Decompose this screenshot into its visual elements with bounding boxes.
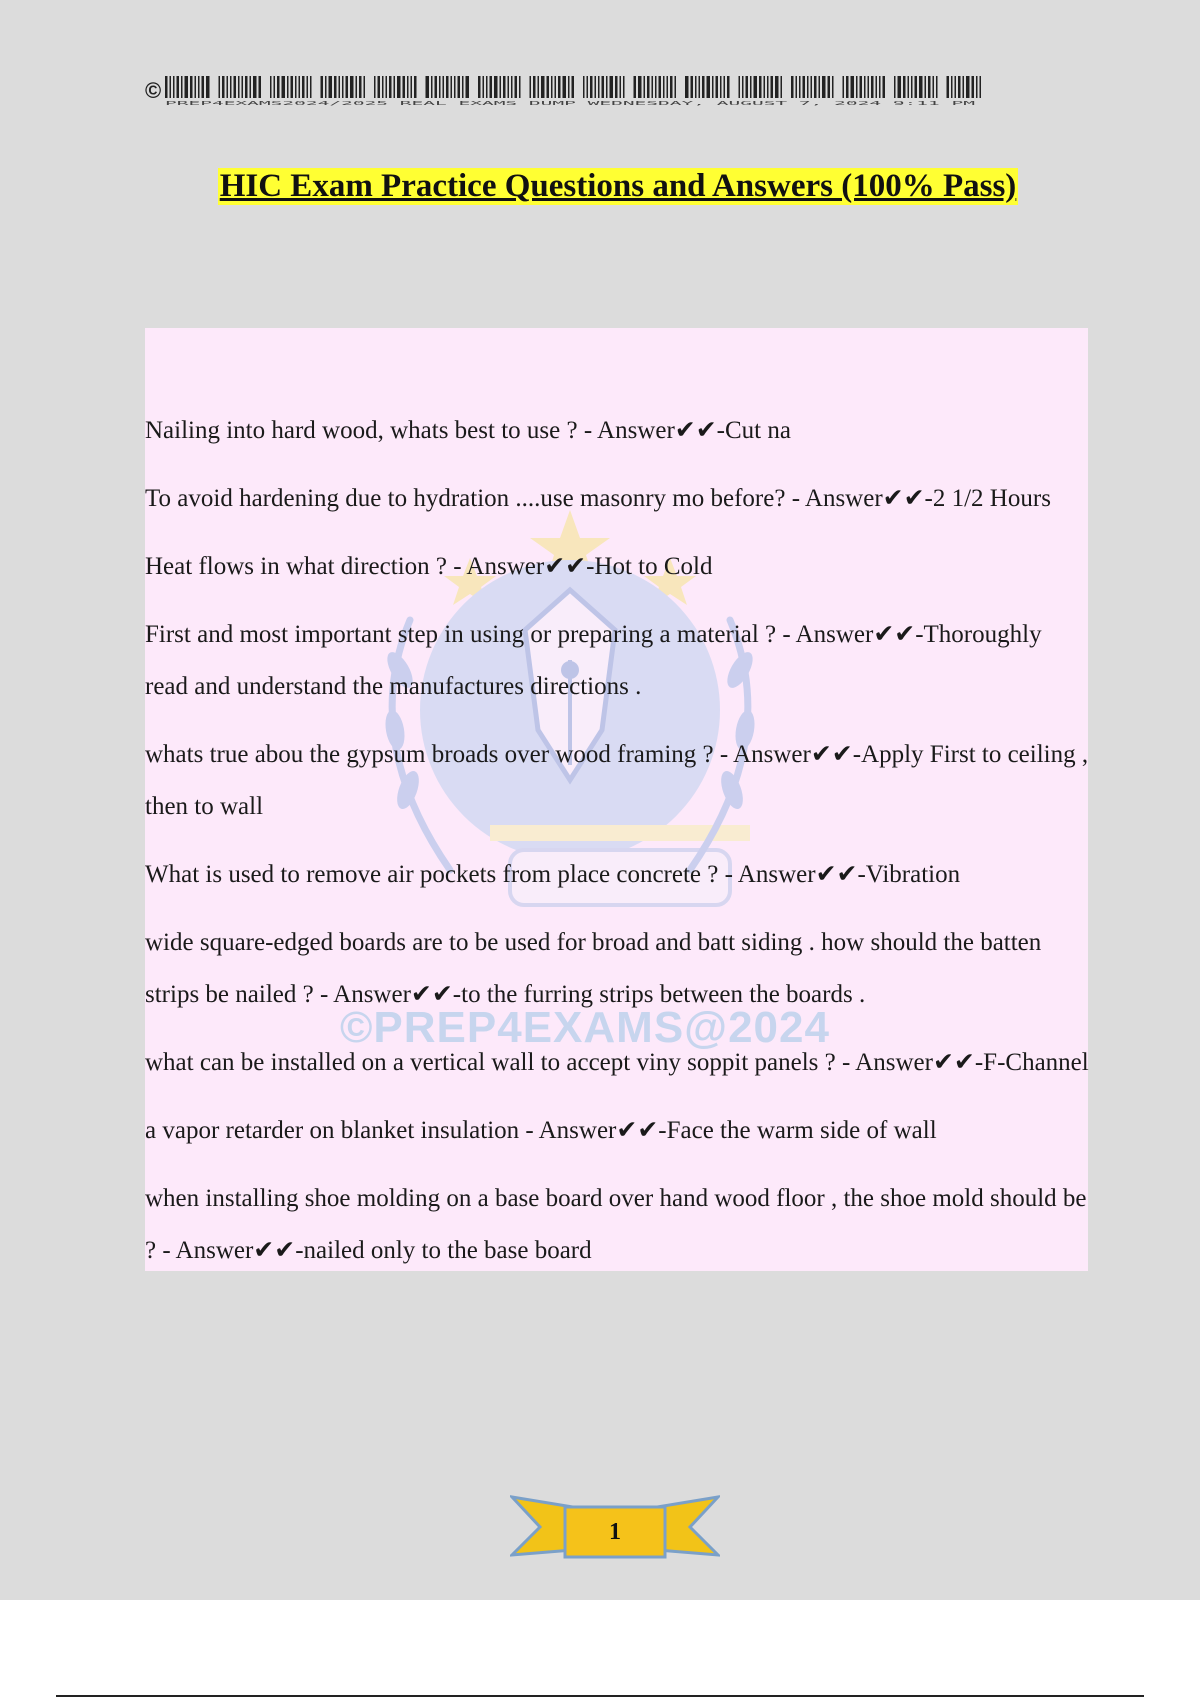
qa-item: what can be installed on a vertical wall to accept viny soppit panels ? - Answer✔✔-F-Channel: [145, 1049, 1089, 1076]
barcode-bar: [615, 76, 618, 98]
barcode-bar: [287, 76, 289, 98]
barcode-bar: [606, 76, 608, 98]
page-title: HIC Exam Practice Questions and Answers (100% Pass): [219, 168, 1017, 204]
qa-item: wide square-edged boards are to be used for broad and batt siding . how should the batten strips be nailed ? - Answer✔✔-to the furring strips between the boards .: [145, 929, 1042, 1008]
barcode-bar: [670, 76, 673, 98]
barcode-bar: [500, 76, 502, 98]
barcode-bar: [620, 76, 622, 98]
barcode-bar: [803, 76, 806, 98]
barcode-bar: [490, 76, 493, 98]
barcode-bar: [551, 76, 553, 98]
barcode-bar: [720, 76, 722, 98]
barcode-bar: [879, 76, 881, 98]
barcode-bar: [915, 76, 918, 98]
barcode-bar: [173, 76, 175, 98]
barcode-bar: [245, 76, 248, 98]
barcode-bar: [508, 76, 510, 98]
barcode-bar: [691, 76, 694, 98]
barcode-bar: [659, 76, 662, 98]
qa-item: First and most important step in using or preparing a material ? - Answer✔✔-Thoroughly read and understand the manufactures directions .: [145, 621, 1042, 700]
barcode-bar: [558, 76, 561, 98]
barcode-bar: [350, 76, 354, 98]
barcode-bar: [329, 76, 333, 98]
barcode-bar: [675, 76, 677, 98]
barcode-bar: [796, 76, 798, 98]
barcode-bar: [198, 76, 200, 98]
barcode-bar: [799, 76, 801, 98]
barcode-bar: [644, 76, 646, 98]
barcode-bar: [541, 76, 545, 98]
barcode-bar: [270, 76, 272, 98]
barcode-bar: [860, 76, 863, 98]
barcode-bar: [925, 76, 927, 98]
barcode-bar: [364, 76, 366, 98]
barcode-bar: [851, 76, 855, 98]
barcode-bar: [724, 76, 726, 98]
barcode-bar: [883, 76, 886, 98]
barcode-bar: [483, 76, 485, 98]
barcode-bar: [563, 76, 567, 98]
qa-item: when installing shoe molding on a base board over hand wood floor , the shoe mold should be ? - Answer✔✔-nailed only to the base board: [145, 1185, 1087, 1264]
barcode-bar: [819, 76, 821, 98]
barcode-bar: [325, 76, 327, 98]
barcode-bar: [871, 76, 874, 98]
barcode-bar: [277, 76, 280, 98]
barcode-bar: [919, 76, 923, 98]
barcode-bar: [466, 76, 470, 98]
barcode-bar: [572, 76, 575, 98]
barcode-bar: [394, 76, 396, 98]
barcode-bar: [547, 76, 550, 98]
barcode-bar: [170, 76, 172, 98]
barcode-bar: [250, 76, 252, 98]
barcode-bar: [356, 76, 358, 98]
barcode-bar: [530, 76, 532, 98]
barcode-bar: [458, 76, 461, 98]
barcode-bar: [295, 76, 297, 98]
barcode-bar: [602, 76, 605, 98]
barcode-bar: [185, 76, 189, 98]
barcode-bar: [750, 76, 752, 98]
barcode-bar: [966, 76, 970, 98]
barcode-bar: [742, 76, 744, 98]
barcode-bar: [781, 76, 783, 98]
barcode-bar: [435, 76, 438, 98]
barcode-bar: [242, 76, 244, 98]
barcode-bar: [359, 76, 362, 98]
barcode-bar: [868, 76, 870, 98]
barcode-bar: [389, 76, 392, 98]
barcode-bar: [764, 76, 766, 98]
qa-item: Nailing into hard wood, whats best to use ? - Answer✔✔-Cut na: [145, 417, 791, 444]
qa-item: What is used to remove air pockets from place concrete ? - Answer✔✔-Vibration: [145, 861, 961, 888]
barcode-bar: [655, 76, 657, 98]
barcode-bar: [595, 76, 597, 98]
barcode-bar: [754, 76, 758, 98]
barcode-bar: [310, 76, 312, 98]
barcode-bar: [555, 76, 557, 98]
barcode-bar: [454, 76, 456, 98]
barcode-bar: [397, 76, 401, 98]
barcode-bar: [282, 76, 286, 98]
barcode-bar: [234, 76, 237, 98]
barcode-bar: [955, 76, 957, 98]
barcode-bar: [407, 76, 409, 98]
barcode-bar: [462, 76, 464, 98]
barcode-bar: [936, 76, 938, 98]
barcode-bar: [933, 76, 935, 98]
barcode-bar: [712, 76, 714, 98]
barcode-bar: [378, 76, 381, 98]
barcode-bar: [181, 76, 183, 98]
next-page-divider: [56, 1695, 1144, 1697]
barcode-bar: [898, 76, 902, 98]
barcode-bar: [775, 76, 779, 98]
barcode-bar: [856, 76, 858, 98]
page-number: 1: [609, 1519, 621, 1545]
barcode-bar: [414, 76, 417, 98]
barcode-bar: [219, 76, 221, 98]
barcode-bar: [342, 76, 344, 98]
barcode-bar: [165, 76, 168, 98]
barcode-bar: [972, 76, 975, 98]
barcode-bar: [321, 76, 324, 98]
barcode-bar: [346, 76, 349, 98]
barcode-bar: [222, 76, 225, 98]
qa-item: a vapor retarder on blanket insulation - Answer✔✔-Face the warm side of wall: [145, 1117, 937, 1144]
barcode-bar: [299, 76, 301, 98]
header-code: [145, 76, 985, 106]
barcode-bar: [638, 76, 642, 98]
barcode-bar: [494, 76, 498, 98]
barcode-bar: [958, 76, 961, 98]
barcode-bar: [446, 76, 449, 98]
barcode-bar: [727, 76, 730, 98]
barcode-bar: [699, 76, 701, 98]
barcode-bar: [403, 76, 406, 98]
barcode-bar: [411, 76, 413, 98]
barcode-bar: [807, 76, 809, 98]
qa-item: To avoid hardening due to hydration ....use masonry mo before? - Answer✔✔-2 1/2 Hours: [145, 485, 1051, 512]
barcode-bar: [947, 76, 950, 98]
barcode-bar: [767, 76, 769, 98]
barcode-bar: [894, 76, 896, 98]
barcode-bar: [951, 76, 953, 98]
barcode-bar: [759, 76, 762, 98]
barcode-bar: [568, 76, 570, 98]
barcode-bar: [533, 76, 536, 98]
barcode-bar: [846, 76, 849, 98]
barcode-bar: [832, 76, 834, 98]
barcode-bar: [903, 76, 906, 98]
barcode-bar: [685, 76, 689, 98]
qa-list: [145, 405, 1090, 1293]
barcode-bar: [583, 76, 585, 98]
barcode-bar: [610, 76, 614, 98]
barcode-bar: [307, 76, 309, 98]
barcode-bar: [911, 76, 913, 98]
barcode-bar: [202, 76, 205, 98]
barcode-bar: [814, 76, 817, 98]
barcode-bar: [291, 76, 294, 98]
barcode-bar: [864, 76, 866, 98]
barcode-bar: [876, 76, 878, 98]
barcode-bar: [511, 76, 513, 98]
barcode-bar: [334, 76, 337, 98]
barcode-bar: [598, 76, 600, 98]
barcode-bar: [647, 76, 650, 98]
barcode-bar: [746, 76, 749, 98]
barcode-header: [165, 76, 985, 106]
qa-item: whats true abou the gypsum broads over wood framing ? - Answer✔✔-Apply First to ceiling , then to wall: [145, 741, 1089, 820]
barcode-bar: [716, 76, 719, 98]
barcode-bar: [227, 76, 229, 98]
barcode-bar: [515, 76, 518, 98]
barcode-bar: [190, 76, 193, 98]
barcode-bar: [230, 76, 232, 98]
barcode-bar: [538, 76, 540, 98]
barcode-bar: [259, 76, 262, 98]
barcode-bar: [195, 76, 197, 98]
barcode-bar: [339, 76, 341, 98]
barcode-bar: [963, 76, 965, 98]
copyright-symbol: ©: [145, 78, 162, 103]
watermark-text: ©PREP4EXAMS@2024: [340, 1003, 830, 1052]
barcode-bar: [439, 76, 441, 98]
barcode-bar: [771, 76, 774, 98]
barcode-bar: [695, 76, 697, 98]
barcode-bar: [908, 76, 910, 98]
barcode-bar: [519, 76, 521, 98]
barcode-bar: [386, 76, 388, 98]
qa-item: Heat flows in what direction ? - Answer✔✔-Hot to Cold: [145, 553, 713, 580]
barcode-bar: [707, 76, 711, 98]
barcode-bar: [374, 76, 376, 98]
barcode-bar: [253, 76, 257, 98]
barcode-bar: [238, 76, 240, 98]
barcode-bar: [663, 76, 665, 98]
barcode-bar: [634, 76, 637, 98]
barcode-bar: [426, 76, 430, 98]
barcode-bar: [828, 76, 831, 98]
barcode-bar: [431, 76, 433, 98]
barcode-bar: [811, 76, 813, 98]
barcode-bar: [928, 76, 931, 98]
barcode-bar: [486, 76, 488, 98]
barcode-bar: [478, 76, 481, 98]
barcode-bar: [587, 76, 589, 98]
barcode-bar: [980, 76, 982, 98]
barcode-bar: [652, 76, 654, 98]
barcode-bar: [739, 76, 741, 98]
barcode-bar: [274, 76, 276, 98]
barcode-bar: [503, 76, 506, 98]
barcode-bar: [206, 76, 210, 98]
barcode-bar: [623, 76, 625, 98]
header-code-text: PREP4EXAMS2024/2025 REAL EXAMS DUMP WEDNESDAY, AUGUST 7, 2024 9:11 PM: [165, 101, 978, 106]
barcode-bar: [451, 76, 453, 98]
barcode-bar: [177, 76, 180, 98]
barcode-bar: [822, 76, 826, 98]
barcode-bar: [302, 76, 305, 98]
barcode-bar: [382, 76, 384, 98]
barcode-bar: [843, 76, 845, 98]
barcode-bar: [702, 76, 705, 98]
barcode-bar: [791, 76, 794, 98]
barcode-bar: [590, 76, 593, 98]
barcode-bar: [443, 76, 445, 98]
barcode-bar: [976, 76, 978, 98]
barcode-bar: [667, 76, 669, 98]
